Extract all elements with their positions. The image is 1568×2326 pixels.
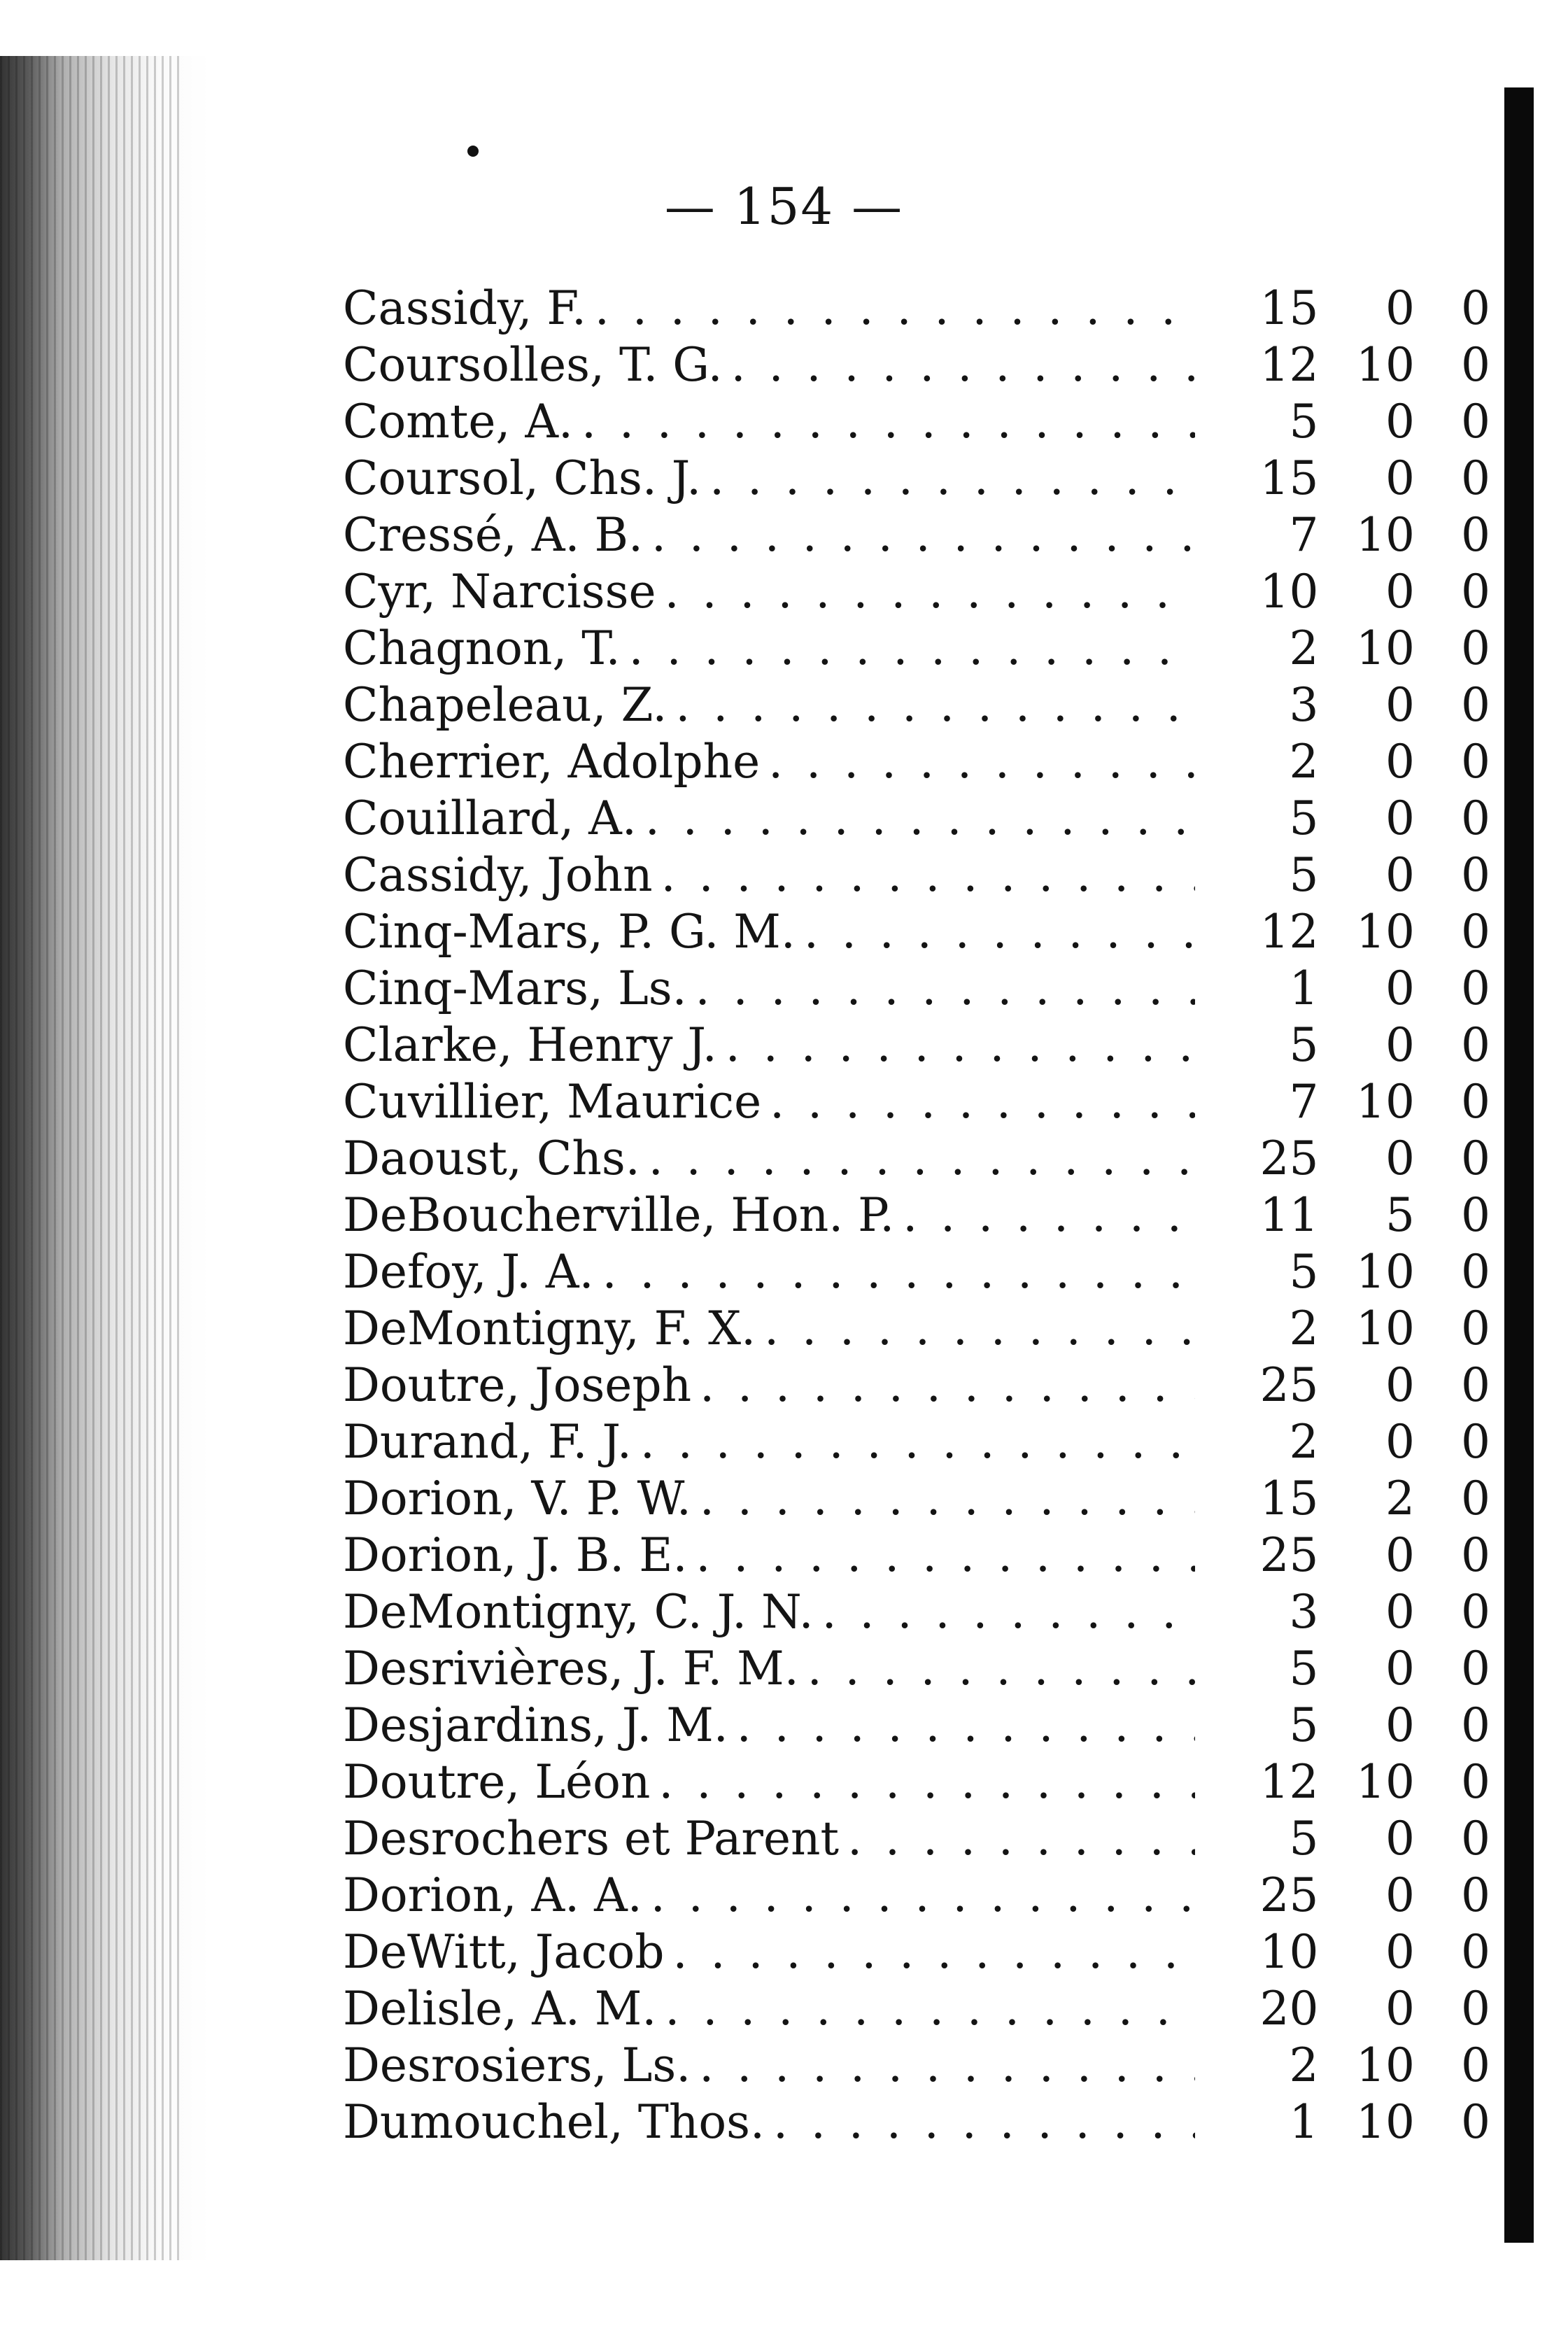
subscriber-name [343, 1243, 1195, 1300]
ledger-row [343, 790, 1490, 847]
subscriber-name [343, 1073, 1195, 1130]
amount-shillings: 10 [1355, 905, 1415, 959]
ledger-row [343, 2037, 1490, 2094]
subscriber-name-text: Cuvillier, Maurice [343, 1075, 764, 1129]
subscriber-name [343, 2094, 1195, 2150]
subscriber-name [343, 790, 1195, 847]
amount-pence: 0 [1461, 848, 1490, 902]
amount-shillings: 0 [1385, 1698, 1415, 1752]
ledger-row [343, 677, 1490, 733]
amount-pounds: 5 [1289, 1018, 1319, 1072]
ledger-row [343, 2094, 1490, 2150]
subscriber-name [343, 1697, 1195, 1754]
amount-shillings: 0 [1385, 451, 1415, 505]
amount-pounds: 10 [1259, 565, 1319, 619]
subscriber-name-text: DeWitt, Jacob [343, 1925, 668, 1979]
amount-pounds: 5 [1289, 791, 1319, 845]
subscriber-name [343, 677, 1195, 733]
amount-pence: 0 [1461, 1528, 1490, 1582]
amount-pounds: 25 [1259, 1528, 1319, 1582]
amount-pounds: 20 [1259, 1982, 1319, 2036]
amount-pence: 0 [1461, 678, 1490, 732]
amount-pence: 0 [1461, 395, 1490, 449]
amount-shillings: 10 [1355, 508, 1415, 562]
amount-pence: 0 [1461, 1585, 1490, 1639]
subscriber-name-text: Chagnon, T. [343, 621, 623, 675]
ledger-row [343, 620, 1490, 677]
subscriber-name [343, 2037, 1195, 2094]
subscriber-name-text: DeBoucherville, Hon. P. [343, 1188, 897, 1242]
subscriber-name [343, 1357, 1195, 1414]
ledger-row [343, 1584, 1490, 1640]
subscriber-name [343, 1924, 1195, 1980]
page-border-bar [1504, 87, 1534, 2243]
amount-shillings: 0 [1385, 678, 1415, 732]
subscriber-name [343, 280, 1195, 337]
subscriber-name [343, 1980, 1195, 2037]
amount-pence: 0 [1461, 1925, 1490, 1979]
amount-shillings: 0 [1385, 1018, 1415, 1072]
subscriber-name-text: Cherrier, Adolphe [343, 735, 763, 789]
amount-pounds: 5 [1289, 1245, 1319, 1299]
ledger-row [343, 1527, 1490, 1584]
amount-shillings: 0 [1385, 791, 1415, 845]
subscriber-name [343, 1527, 1195, 1584]
amount-pounds: 15 [1259, 451, 1319, 505]
subscriber-name-text: Cinq-Mars, Ls. [343, 961, 690, 1015]
amount-pence: 0 [1461, 508, 1490, 562]
ledger-row [343, 1470, 1490, 1527]
amount-shillings: 5 [1385, 1188, 1415, 1242]
subscriber-name [343, 1017, 1195, 1073]
amount-pence: 0 [1461, 791, 1490, 845]
amount-pence: 0 [1461, 1018, 1490, 1072]
ledger-row [343, 1414, 1490, 1470]
amount-pence: 0 [1461, 1982, 1490, 2036]
subscriber-name [343, 1867, 1195, 1924]
ledger-row [343, 1017, 1490, 1073]
amount-pounds: 12 [1259, 1755, 1319, 1809]
amount-pounds: 2 [1289, 2038, 1319, 2092]
amount-pence: 0 [1461, 961, 1490, 1015]
ledger-row [343, 393, 1490, 450]
subscriber-name-text: Desrochers et Parent [343, 1812, 842, 1866]
amount-pence: 0 [1461, 1812, 1490, 1866]
amount-shillings: 0 [1385, 1415, 1415, 1469]
ledger-row [343, 1300, 1490, 1357]
subscriber-name [343, 507, 1195, 563]
ledger-row [343, 903, 1490, 960]
amount-pounds: 5 [1289, 1698, 1319, 1752]
subscriber-name [343, 1584, 1195, 1640]
subscriber-name-text: Desjardins, J. M. [343, 1698, 731, 1752]
amount-pence: 0 [1461, 1188, 1490, 1242]
ledger-row [343, 1754, 1490, 1810]
subscriber-name-text: Clarke, Henry J. [343, 1018, 720, 1072]
subscriber-name-text: Coursolles, T. G. [343, 338, 726, 392]
subscriber-name [343, 903, 1195, 960]
amount-shillings: 2 [1385, 1472, 1415, 1525]
subscriber-name [343, 1810, 1195, 1867]
amount-pounds: 2 [1289, 1302, 1319, 1355]
subscriber-name [343, 1640, 1195, 1697]
subscriber-name-text: Comte, A. [343, 395, 576, 449]
amount-shillings: 10 [1355, 1302, 1415, 1355]
amount-pence: 0 [1461, 2095, 1490, 2149]
amount-pounds: 2 [1289, 1415, 1319, 1469]
ledger-row [343, 1867, 1490, 1924]
subscriber-name [343, 337, 1195, 393]
amount-shillings: 0 [1385, 1528, 1415, 1582]
subscriber-name-text: Coursol, Chs. J. [343, 451, 704, 505]
ledger-row [343, 337, 1490, 393]
subscriber-name [343, 847, 1195, 903]
ledger-row [343, 1243, 1490, 1300]
ink-dot [467, 146, 479, 157]
amount-shillings: 0 [1385, 1868, 1415, 1922]
amount-pence: 0 [1461, 1132, 1490, 1185]
ledger-row [343, 1130, 1490, 1187]
subscriber-name-text: Cassidy, F. [343, 281, 589, 335]
subscriber-name-text: Doutre, Léon [343, 1755, 653, 1809]
amount-shillings: 10 [1355, 621, 1415, 675]
subscriber-name-text: Defoy, J. A. [343, 1245, 597, 1299]
subscriber-name-text: Desrivières, J. F. M. [343, 1642, 802, 1696]
amount-shillings: 0 [1385, 1358, 1415, 1412]
amount-pounds: 5 [1289, 848, 1319, 902]
subscriber-name [343, 1414, 1195, 1470]
amount-shillings: 0 [1385, 1642, 1415, 1696]
amount-pence: 0 [1461, 1358, 1490, 1412]
amount-pence: 0 [1461, 1472, 1490, 1525]
ledger-row [343, 847, 1490, 903]
subscriber-name-text: Durand, F. J. [343, 1415, 635, 1469]
subscriber-name-text: Dorion, V. P. W. [343, 1472, 694, 1525]
amount-pence: 0 [1461, 1868, 1490, 1922]
amount-pounds: 7 [1289, 508, 1319, 562]
amount-shillings: 0 [1385, 1132, 1415, 1185]
subscriber-name-text: Dorion, A. A. [343, 1868, 645, 1922]
amount-pence: 0 [1461, 621, 1490, 675]
page-number: — 154 — [664, 177, 904, 236]
subscriber-name-text: DeMontigny, F. X. [343, 1302, 758, 1355]
subscriber-name [343, 960, 1195, 1017]
amount-pounds: 3 [1289, 678, 1319, 732]
subscriber-name-text: Dorion, J. B. E. [343, 1528, 690, 1582]
amount-pounds: 2 [1289, 735, 1319, 789]
amount-pounds: 15 [1259, 1472, 1319, 1525]
amount-shillings: 0 [1385, 735, 1415, 789]
amount-pence: 0 [1461, 1755, 1490, 1809]
ledger-row [343, 960, 1490, 1017]
ledger-row [343, 563, 1490, 620]
amount-pounds: 11 [1259, 1188, 1319, 1242]
amount-pounds: 1 [1289, 961, 1319, 1015]
amount-pounds: 25 [1259, 1358, 1319, 1412]
amount-pounds: 3 [1289, 1585, 1319, 1639]
ledger-row [343, 1187, 1490, 1243]
subscriber-name-text: Chapeleau, Z. [343, 678, 670, 732]
amount-shillings: 10 [1355, 1755, 1415, 1809]
amount-pence: 0 [1461, 1415, 1490, 1469]
amount-shillings: 10 [1355, 1075, 1415, 1129]
subscriber-name [343, 450, 1195, 507]
amount-pence: 0 [1461, 2038, 1490, 2092]
subscriber-name-text: Cinq-Mars, P. G. M. [343, 905, 798, 959]
subscriber-name-text: Cyr, Narcisse [343, 565, 659, 619]
amount-pence: 0 [1461, 1245, 1490, 1299]
subscriber-name-text: Cassidy, John [343, 848, 656, 902]
subscriber-name-text: Dumouchel, Thos. [343, 2095, 768, 2149]
amount-pence: 0 [1461, 338, 1490, 392]
amount-pounds: 2 [1289, 621, 1319, 675]
amount-shillings: 10 [1355, 2095, 1415, 2149]
subscriber-name [343, 393, 1195, 450]
amount-pounds: 10 [1259, 1925, 1319, 1979]
ledger-row [343, 1073, 1490, 1130]
subscriber-name [343, 620, 1195, 677]
amount-shillings: 10 [1355, 338, 1415, 392]
amount-pounds: 5 [1289, 395, 1319, 449]
amount-pence: 0 [1461, 1075, 1490, 1129]
subscriber-name [343, 1754, 1195, 1810]
amount-shillings: 0 [1385, 961, 1415, 1015]
amount-pence: 0 [1461, 565, 1490, 619]
amount-pounds: 5 [1289, 1812, 1319, 1866]
amount-pounds: 1 [1289, 2095, 1319, 2149]
subscriber-name [343, 1130, 1195, 1187]
amount-shillings: 0 [1385, 281, 1415, 335]
subscriber-name-text: Cressé, A. B. [343, 508, 646, 562]
subscriber-name [343, 1470, 1195, 1527]
amount-pence: 0 [1461, 1302, 1490, 1355]
subscriber-name [343, 563, 1195, 620]
subscriber-name [343, 1300, 1195, 1357]
amount-shillings: 0 [1385, 565, 1415, 619]
ledger-row [343, 507, 1490, 563]
amount-pence: 0 [1461, 1642, 1490, 1696]
ledger-row [343, 1697, 1490, 1754]
amount-pounds: 12 [1259, 338, 1319, 392]
subscriber-name [343, 733, 1195, 790]
ledger-row [343, 280, 1490, 337]
amount-pounds: 25 [1259, 1132, 1319, 1185]
ledger-row [343, 1640, 1490, 1697]
ledger-row [343, 1357, 1490, 1414]
ledger-row [343, 450, 1490, 507]
amount-pence: 0 [1461, 905, 1490, 959]
subscriber-name-text: Couillard, A. [343, 791, 640, 845]
subscription-ledger [343, 280, 1490, 2150]
amount-pounds: 7 [1289, 1075, 1319, 1129]
subscriber-name-text: Desrosiers, Ls. [343, 2038, 693, 2092]
ledger-row [343, 1924, 1490, 1980]
amount-pence: 0 [1461, 451, 1490, 505]
amount-shillings: 10 [1355, 1245, 1415, 1299]
subscriber-name-text: DeMontigny, C. J. N. [343, 1585, 817, 1639]
amount-pounds: 12 [1259, 905, 1319, 959]
subscriber-name-text: Daoust, Chs. [343, 1132, 643, 1185]
subscriber-name-text: Delisle, A. M. [343, 1982, 659, 2036]
amount-pence: 0 [1461, 281, 1490, 335]
ledger-row [343, 1980, 1490, 2037]
amount-shillings: 0 [1385, 1925, 1415, 1979]
amount-pounds: 5 [1289, 1642, 1319, 1696]
subscriber-name [343, 1187, 1195, 1243]
ledger-row [343, 1810, 1490, 1867]
amount-shillings: 0 [1385, 1585, 1415, 1639]
subscriber-name-text: Doutre, Joseph [343, 1358, 694, 1412]
amount-pounds: 15 [1259, 281, 1319, 335]
amount-shillings: 0 [1385, 1812, 1415, 1866]
amount-shillings: 0 [1385, 395, 1415, 449]
amount-shillings: 0 [1385, 1982, 1415, 2036]
amount-pence: 0 [1461, 735, 1490, 789]
amount-pence: 0 [1461, 1698, 1490, 1752]
ledger-row [343, 733, 1490, 790]
amount-pounds: 25 [1259, 1868, 1319, 1922]
scan-edge-streaks [0, 56, 182, 2260]
amount-shillings: 0 [1385, 848, 1415, 902]
amount-shillings: 10 [1355, 2038, 1415, 2092]
